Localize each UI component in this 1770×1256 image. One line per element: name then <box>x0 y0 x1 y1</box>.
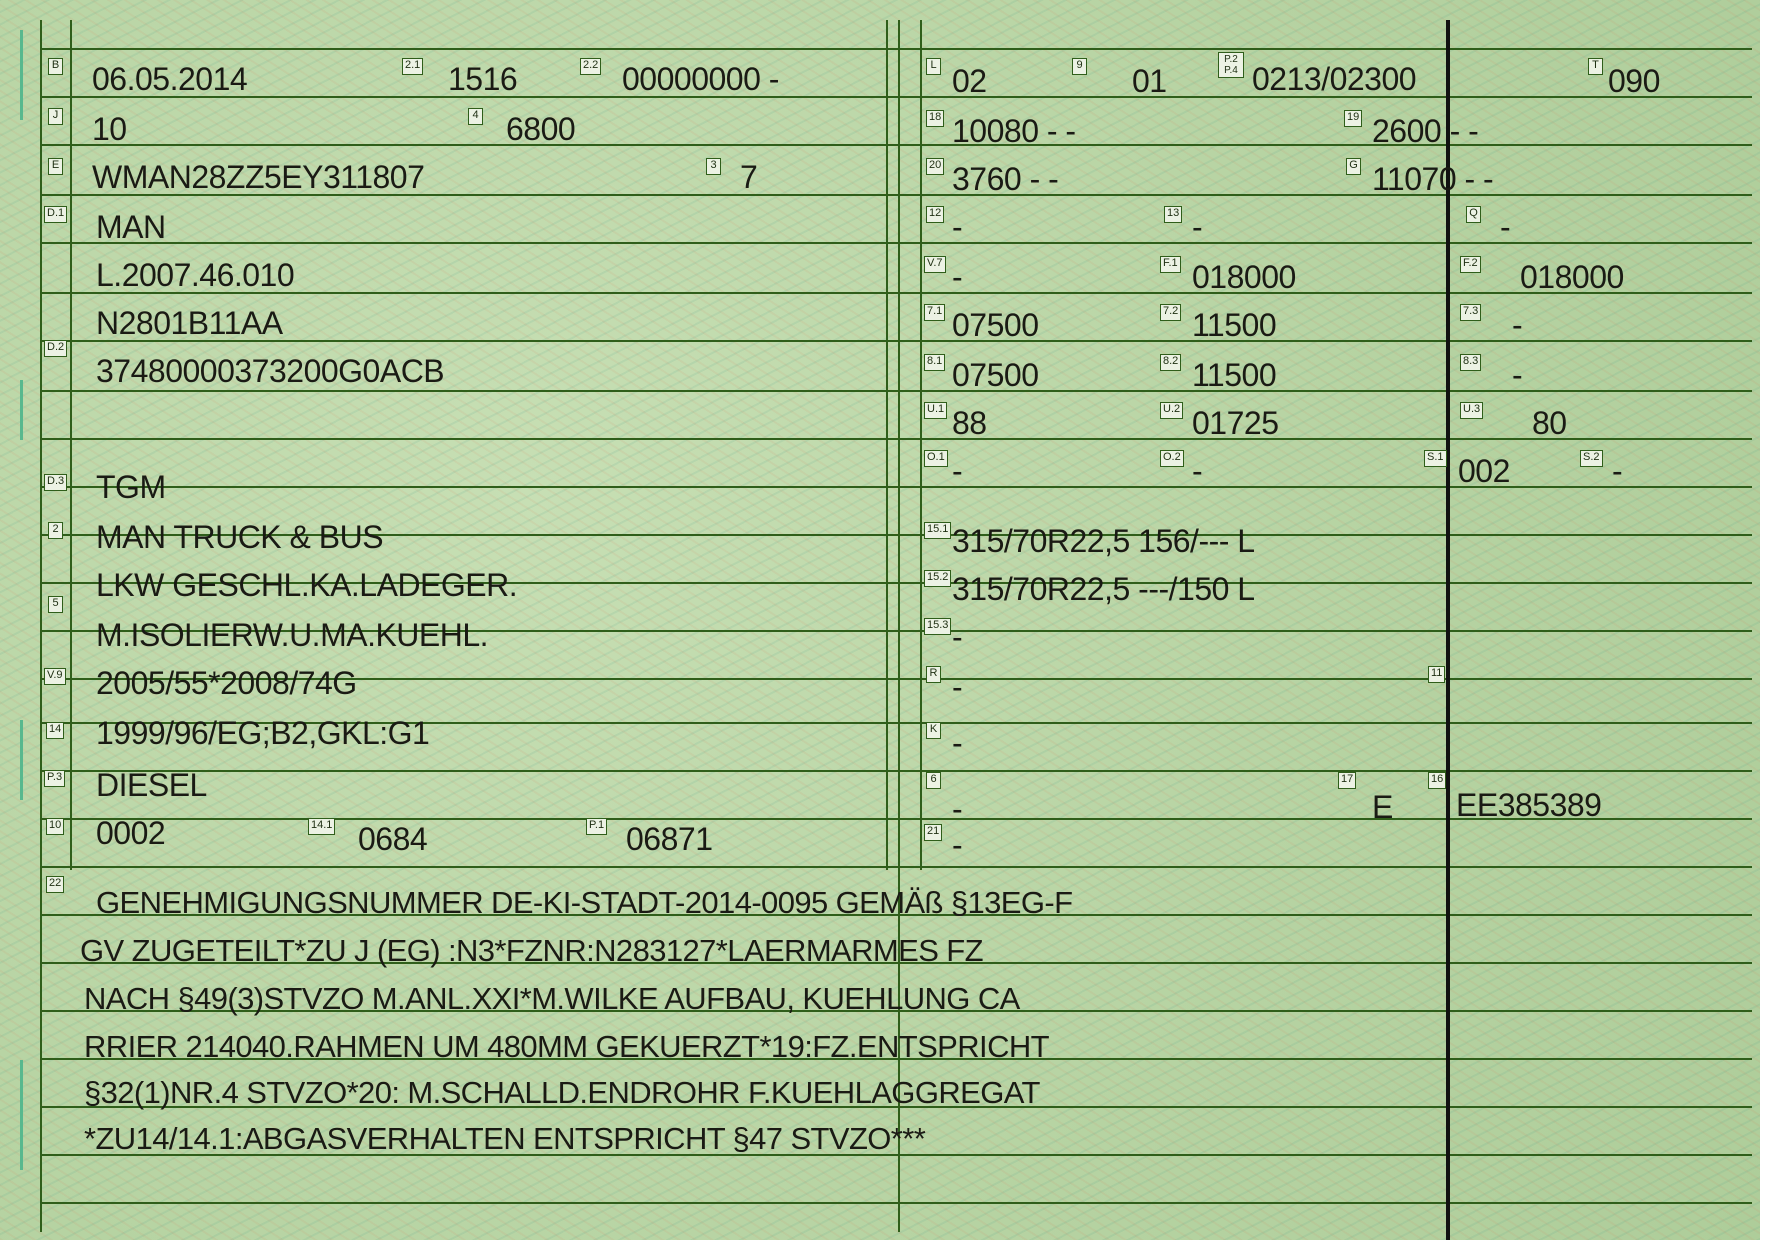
emission-directive: 1999/96/EG;B2,GKL:G1 <box>96 715 430 751</box>
field-code: D.1 <box>44 206 67 223</box>
max-speed: 090 <box>1608 63 1660 99</box>
braked-trailer-load: - <box>952 453 963 489</box>
field-code: V.9 <box>44 668 66 685</box>
type-approval-date: - <box>952 791 963 827</box>
stationary-noise: 88 <box>952 405 987 441</box>
tyres-axle-3: - <box>952 619 963 655</box>
field-code: 7.1 <box>924 304 945 321</box>
field-code: P.2 P.4 <box>1218 52 1244 78</box>
axle-count: 02 <box>952 63 987 99</box>
field-code: 15.1 <box>924 522 951 539</box>
mass-in-service: 11070 - - <box>1372 161 1494 197</box>
remarks-line: *ZU14/14.1:ABGASVERHALTEN ENTSPRICHT §47 STVZO*** <box>84 1121 926 1156</box>
vehicle-category: 10 <box>92 111 127 147</box>
column-rule <box>920 20 922 870</box>
vehicle-class-line-1: LKW GESCHL.KA.LADEGER. <box>96 567 518 603</box>
standing-places: - <box>1612 453 1623 489</box>
co2-emission: - <box>952 259 963 295</box>
field-code: 11 <box>1428 666 1445 683</box>
field-code: S.2 <box>1580 450 1603 467</box>
axle-load-2: 11500 <box>1192 307 1277 343</box>
field-code: 16 <box>1428 772 1446 789</box>
remarks-line: NACH §49(3)STVZO M.ANL.XXI*M.WILKE AUFBAU, KUEHLUNG CA <box>84 981 1020 1016</box>
row-rule <box>40 96 1752 98</box>
vin-check-digit: 7 <box>740 159 758 195</box>
field-code: 17 <box>1338 772 1356 789</box>
power-rpm: 0213/02300 <box>1252 61 1417 97</box>
length: 10080 - - <box>952 113 1076 149</box>
field-code: R <box>926 666 941 683</box>
field-code: 5 <box>48 596 63 613</box>
field-code: 22 <box>46 876 64 893</box>
field-code: 7.2 <box>1160 304 1181 321</box>
field-code: V.7 <box>924 256 946 273</box>
document-edge-mark <box>20 1060 23 1170</box>
field-code: 9 <box>1072 58 1087 75</box>
max-permissible-mass: 018000 <box>1192 259 1296 295</box>
field-code: F.1 <box>1160 256 1181 273</box>
field-code: O.2 <box>1160 450 1184 467</box>
field-code: U.1 <box>924 402 947 419</box>
height: 3760 - - <box>952 161 1059 197</box>
field-code: 8.1 <box>924 354 945 371</box>
remarks-line: RRIER 214040.RAHMEN UM 480MM GEKUERZT*19:FZ.ENTSPRICHT <box>84 1029 1049 1064</box>
field-code: P.1 <box>586 818 607 835</box>
remarks-line: §32(1)NR.4 STVZO*20: M.SCHALLD.ENDROHR F.KUEHLAGGREGAT <box>84 1075 1040 1110</box>
fuel-type: DIESEL <box>96 767 207 803</box>
remarks-line: GENEHMIGUNGSNUMMER DE-KI-STADT-2014-0095 GEMÄß §13EG-F <box>96 885 1073 920</box>
field-code: 8.3 <box>1460 354 1481 371</box>
field-code: 2 <box>48 522 63 539</box>
fuel-code: 0002 <box>96 815 166 851</box>
manufacturer-code: 1516 <box>448 61 518 97</box>
permissible-mass-member-state: 018000 <box>1520 259 1624 295</box>
noise-engine-speed: 01725 <box>1192 405 1279 441</box>
row-rule <box>40 1202 1752 1204</box>
field-code: U.3 <box>1460 402 1483 419</box>
field-code: 15.3 <box>924 618 951 635</box>
field-code: 21 <box>924 824 942 841</box>
emission-code: 0684 <box>358 821 428 857</box>
field-code: S.1 <box>1424 450 1447 467</box>
column-rule <box>886 20 888 870</box>
row-rule <box>40 144 1752 146</box>
tyres-axle-1: 315/70R22,5 156/--- L <box>952 523 1255 559</box>
field-code: 8.2 <box>1160 354 1181 371</box>
field-21-value: - <box>952 827 963 863</box>
field-code: 20 <box>926 158 944 175</box>
type-line-3: 37480000373200G0ACB <box>96 353 445 389</box>
field-code: D.3 <box>44 474 67 491</box>
row-rule <box>40 390 1752 392</box>
document-edge-mark <box>20 720 23 800</box>
tyres-axle-2: 315/70R22,5 ---/150 L <box>952 571 1255 607</box>
trade-name: TGM <box>96 469 166 505</box>
engine-capacity: 06871 <box>626 821 713 857</box>
unbraked-trailer-load: - <box>1192 453 1203 489</box>
column-rule <box>70 20 72 870</box>
field-code: 6 <box>926 772 941 789</box>
field-code: J <box>48 108 63 125</box>
row-rule <box>40 292 1752 294</box>
drive-by-noise: 80 <box>1532 405 1567 441</box>
manufacturer-name: MAN TRUCK & BUS <box>96 519 384 555</box>
field-code: O.1 <box>924 450 948 467</box>
tank-volume: - <box>952 209 963 245</box>
field-code: 18 <box>926 110 944 127</box>
field-code: 14 <box>46 722 64 739</box>
field-code: 4 <box>468 108 483 125</box>
row-rule <box>40 340 1752 342</box>
width: 2600 - - <box>1372 113 1479 149</box>
row-rule <box>40 48 1752 50</box>
seating-places: 002 <box>1458 453 1510 489</box>
field-code: L <box>926 58 941 75</box>
axle-load-national-1: 07500 <box>952 357 1039 393</box>
field-code: 10 <box>46 818 64 835</box>
make: MAN <box>96 209 166 245</box>
type-approval-number: - <box>952 725 963 761</box>
axle-load-national-2: 11500 <box>1192 357 1277 393</box>
field-code: 13 <box>1164 206 1182 223</box>
date-first-registration: 06.05.2014 <box>92 61 248 97</box>
field-code: B <box>48 58 63 75</box>
field-code: 15.2 <box>924 570 951 587</box>
axle-load-3: - <box>1512 307 1523 343</box>
field-code: 12 <box>926 206 944 223</box>
field-code: 2.1 <box>402 58 423 75</box>
field-code: 7.3 <box>1460 304 1481 321</box>
type-line-2: N2801B11AA <box>96 305 283 341</box>
driven-axles: 01 <box>1132 63 1167 99</box>
row-rule <box>40 770 1752 772</box>
row-rule <box>40 242 1752 244</box>
approval-type-code: E <box>1372 789 1393 825</box>
document-edge-mark <box>20 380 23 440</box>
field-code: D.2 <box>44 340 67 357</box>
document-number: EE385389 <box>1456 787 1602 823</box>
field-code: G <box>1346 158 1361 175</box>
field-code: E <box>48 158 63 175</box>
document-edge-mark <box>20 30 23 120</box>
body-type-code: 6800 <box>506 111 576 147</box>
field-code: P.3 <box>44 770 65 787</box>
row-rule <box>40 866 1752 868</box>
axle-load-national-3: - <box>1512 357 1523 393</box>
type-code: 00000000 - <box>622 61 779 97</box>
row-rule <box>40 438 1752 440</box>
field-code: 3 <box>706 158 721 175</box>
axle-load-1: 07500 <box>952 307 1039 343</box>
field-code: U.2 <box>1160 402 1183 419</box>
field-code: 14.1 <box>308 818 335 835</box>
fold-line <box>1446 20 1450 1240</box>
colour: - <box>952 669 963 705</box>
type-line-1: L.2007.46.010 <box>96 257 295 293</box>
field-code: Q <box>1466 206 1481 223</box>
field-code: 2.2 <box>580 58 601 75</box>
field-code: K <box>926 722 941 739</box>
column-rule <box>40 20 42 1232</box>
emission-class: 2005/55*2008/74G <box>96 665 357 701</box>
field-code: T <box>1588 58 1603 75</box>
remarks-line: GV ZUGETEILT*ZU J (EG) :N3*FZNR:N283127*LAERMARMES FZ <box>80 933 983 968</box>
vehicle-identification-number: WMAN28ZZ5EY311807 <box>92 159 425 195</box>
power-to-weight: - <box>1500 209 1511 245</box>
field-code: 19 <box>1344 110 1362 127</box>
support-load: - <box>1192 209 1203 245</box>
field-code: F.2 <box>1460 256 1481 273</box>
vehicle-class-line-2: M.ISOLIERW.U.MA.KUEHL. <box>96 617 489 653</box>
